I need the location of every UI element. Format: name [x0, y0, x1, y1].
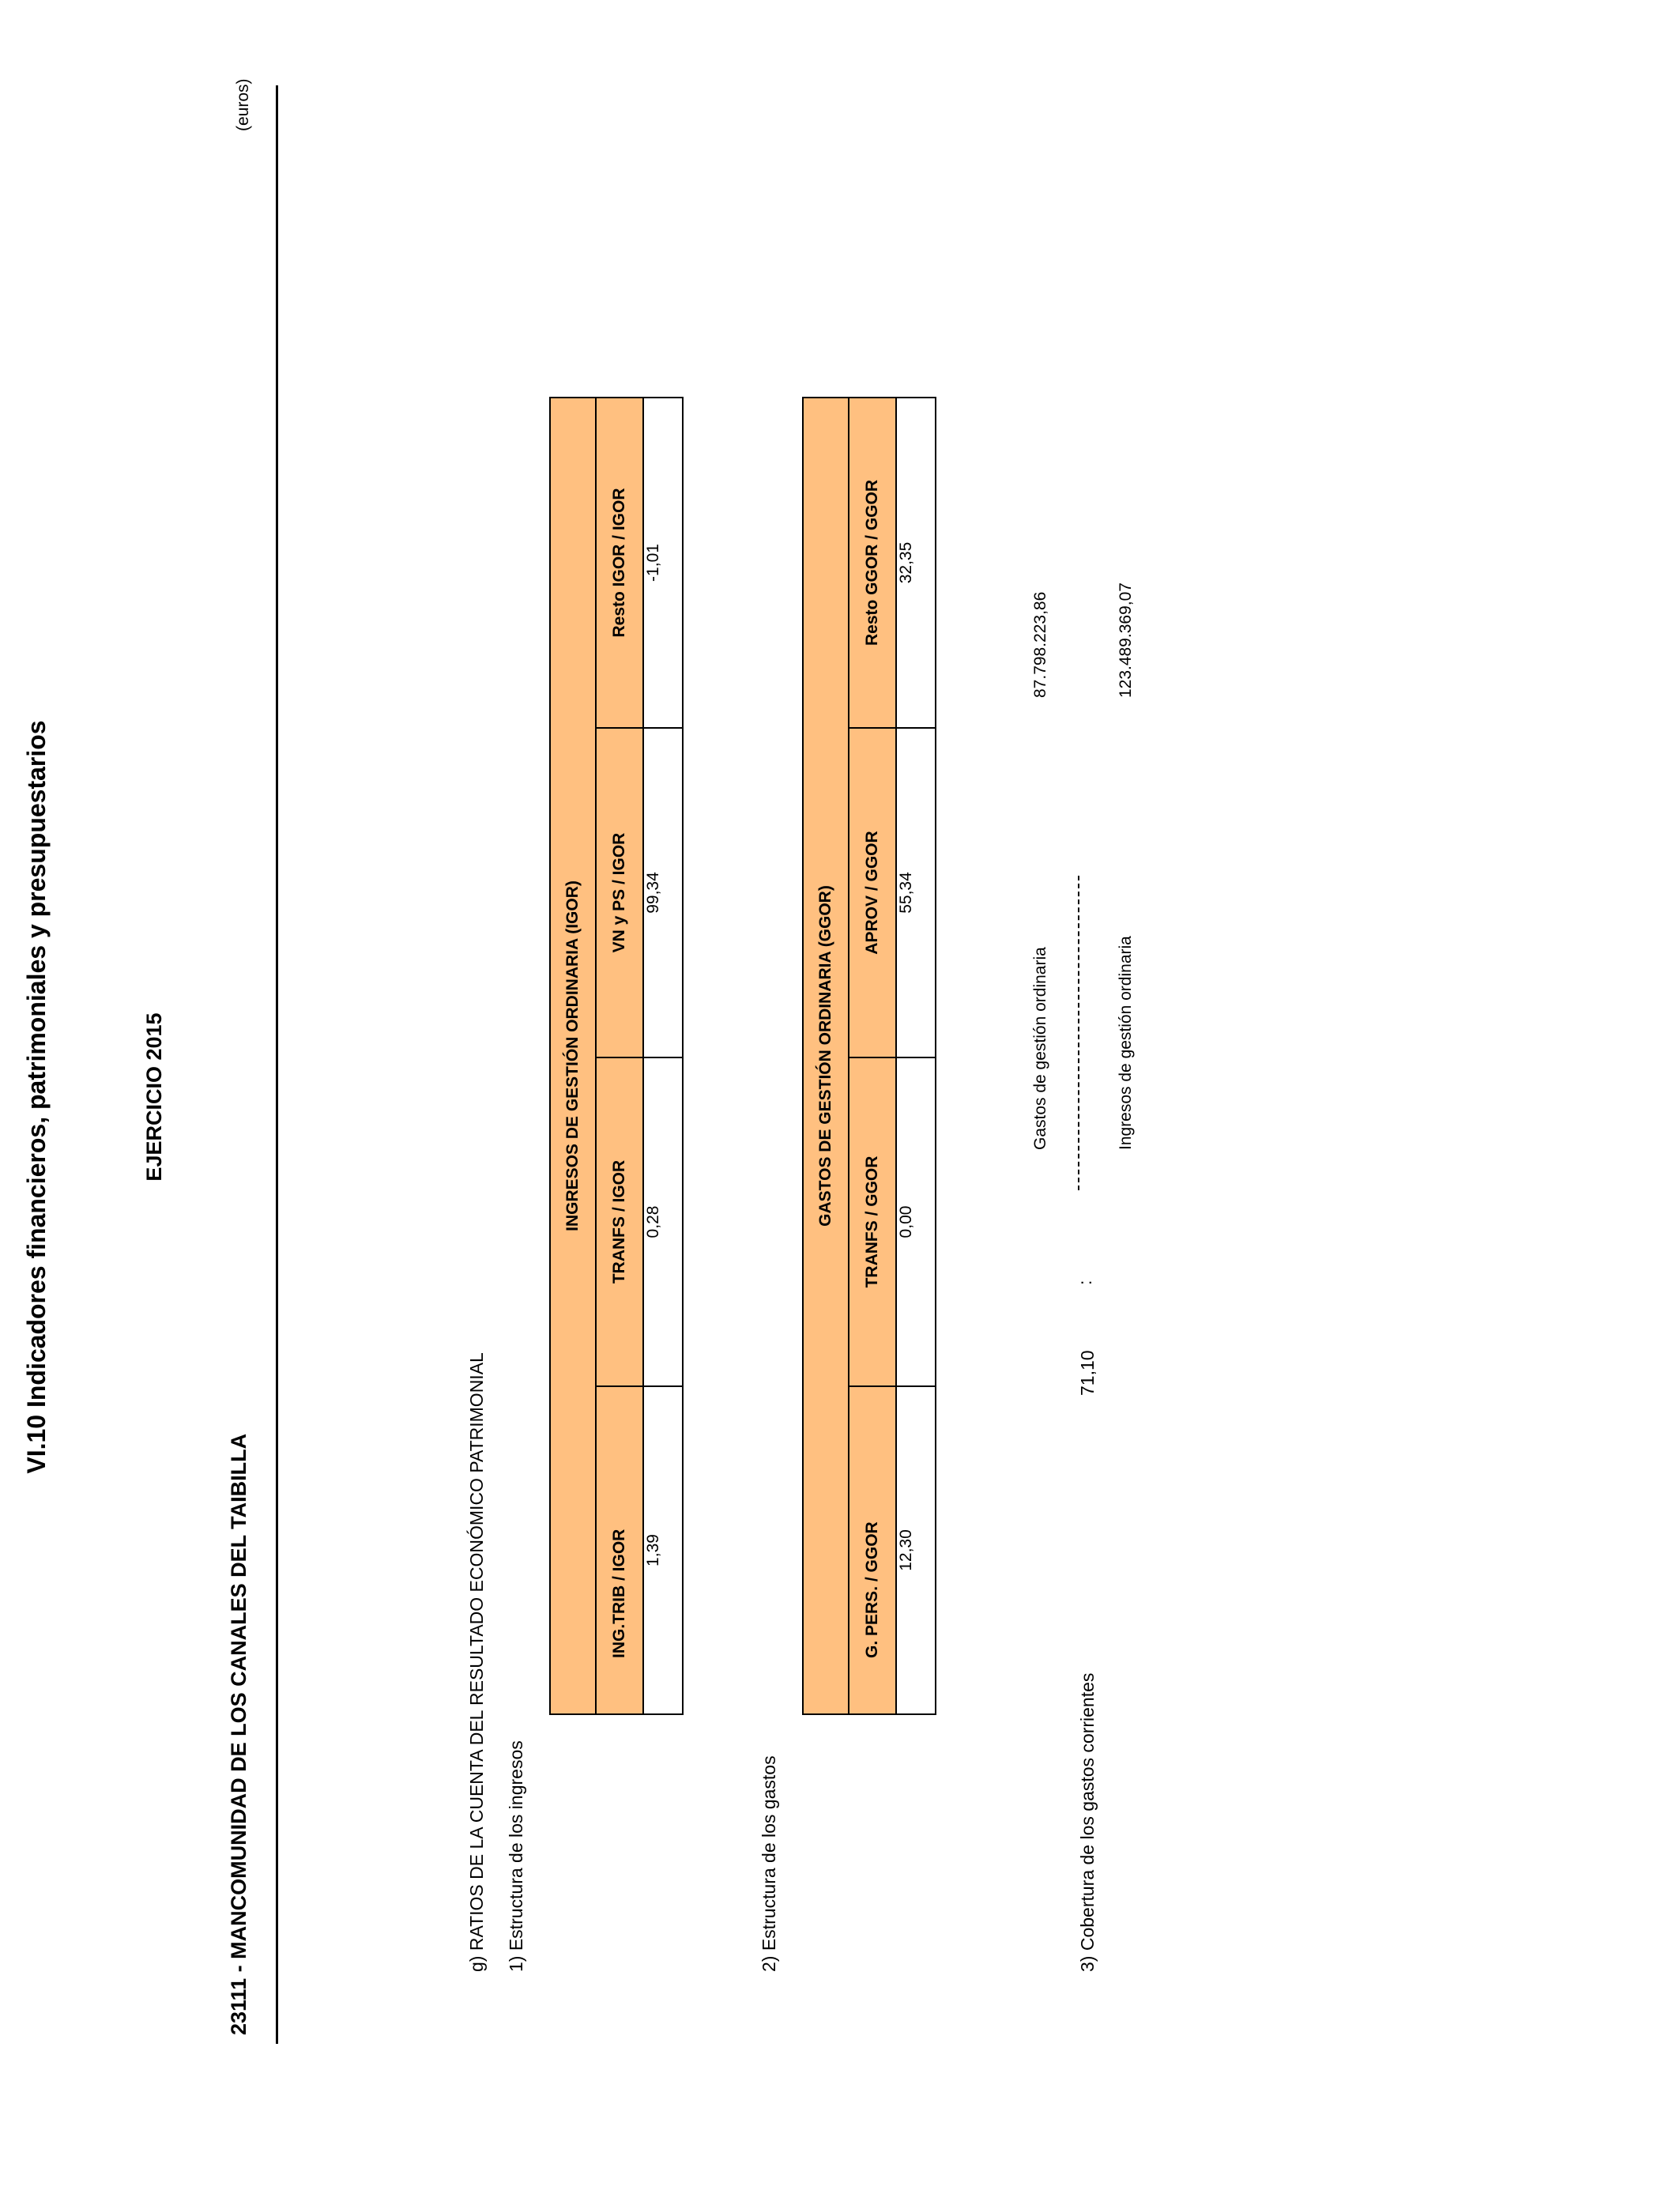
ingresos-value-cell: 1,39	[643, 1386, 683, 1714]
page-title: VI.10 Indicadores financieros, patrimoniales y presupuestarios	[22, 720, 51, 1474]
units-label: (euros)	[234, 78, 252, 131]
ingresos-col-header: VN y PS / IGOR	[596, 728, 643, 1057]
gastos-col-header: G. PERS. / GGOR	[849, 1386, 896, 1714]
numerator-value: 87.798.223,86	[1031, 591, 1049, 698]
gastos-col-header: APROV / GGOR	[849, 728, 896, 1057]
ingresos-col-header: Resto IGOR / IGOR	[596, 398, 643, 728]
cobertura-subtitle: 3) Cobertura de los gastos corrientes	[1077, 1672, 1098, 1972]
fiscal-year-heading: EJERCICIO 2015	[142, 1012, 166, 1182]
gastos-col-header: Resto GGOR / GGOR	[849, 398, 896, 728]
gastos-ratios-table	[802, 397, 936, 1715]
cobertura-ratio-value: 71,10	[1077, 1350, 1098, 1396]
gastos-value-cell: 12,30	[896, 1386, 936, 1714]
gastos-value-cell: 0,00	[896, 1057, 936, 1386]
ingresos-value-cell: 0,28	[643, 1057, 683, 1386]
ingresos-group-header: INGRESOS DE GESTIÓN ORDINARIA (IGOR)	[550, 398, 596, 1714]
cobertura-colon: :	[1075, 1280, 1095, 1285]
ingresos-col-header: TRANFS / IGOR	[596, 1057, 643, 1386]
gastos-subtitle: 2) Estructura de los gastos	[759, 1755, 779, 1972]
denominator-label: Ingresos de gestión ordinaria	[1117, 936, 1135, 1150]
denominator-value: 123.489.369,07	[1117, 582, 1135, 698]
numerator-label: Gastos de gestión ordinaria	[1031, 947, 1049, 1150]
ingresos-value-cell: 99,34	[643, 728, 683, 1057]
section-title: g) RATIOS DE LA CUENTA DEL RESULTADO ECONÓMICO PATRIMONIAL	[466, 1352, 487, 1972]
ingresos-col-header: ING.TRIB / IGOR	[596, 1386, 643, 1714]
gastos-value-cell: 55,34	[896, 728, 936, 1057]
ingresos-value-cell: -1,01	[643, 398, 683, 728]
header-divider	[276, 85, 278, 2044]
entity-name: 23111 - MANCOMUNIDAD DE LOS CANALES DEL TAIBILLA	[227, 1433, 250, 2035]
fraction-divider	[1078, 876, 1079, 1190]
ingresos-ratios-table	[549, 397, 684, 1715]
gastos-group-header: GASTOS DE GESTIÓN ORDINARIA (GGOR)	[803, 398, 849, 1714]
gastos-value-cell: 32,35	[896, 398, 936, 728]
ingresos-subtitle: 1) Estructura de los ingresos	[506, 1740, 526, 1972]
gastos-col-header: TRANFS / GGOR	[849, 1057, 896, 1386]
